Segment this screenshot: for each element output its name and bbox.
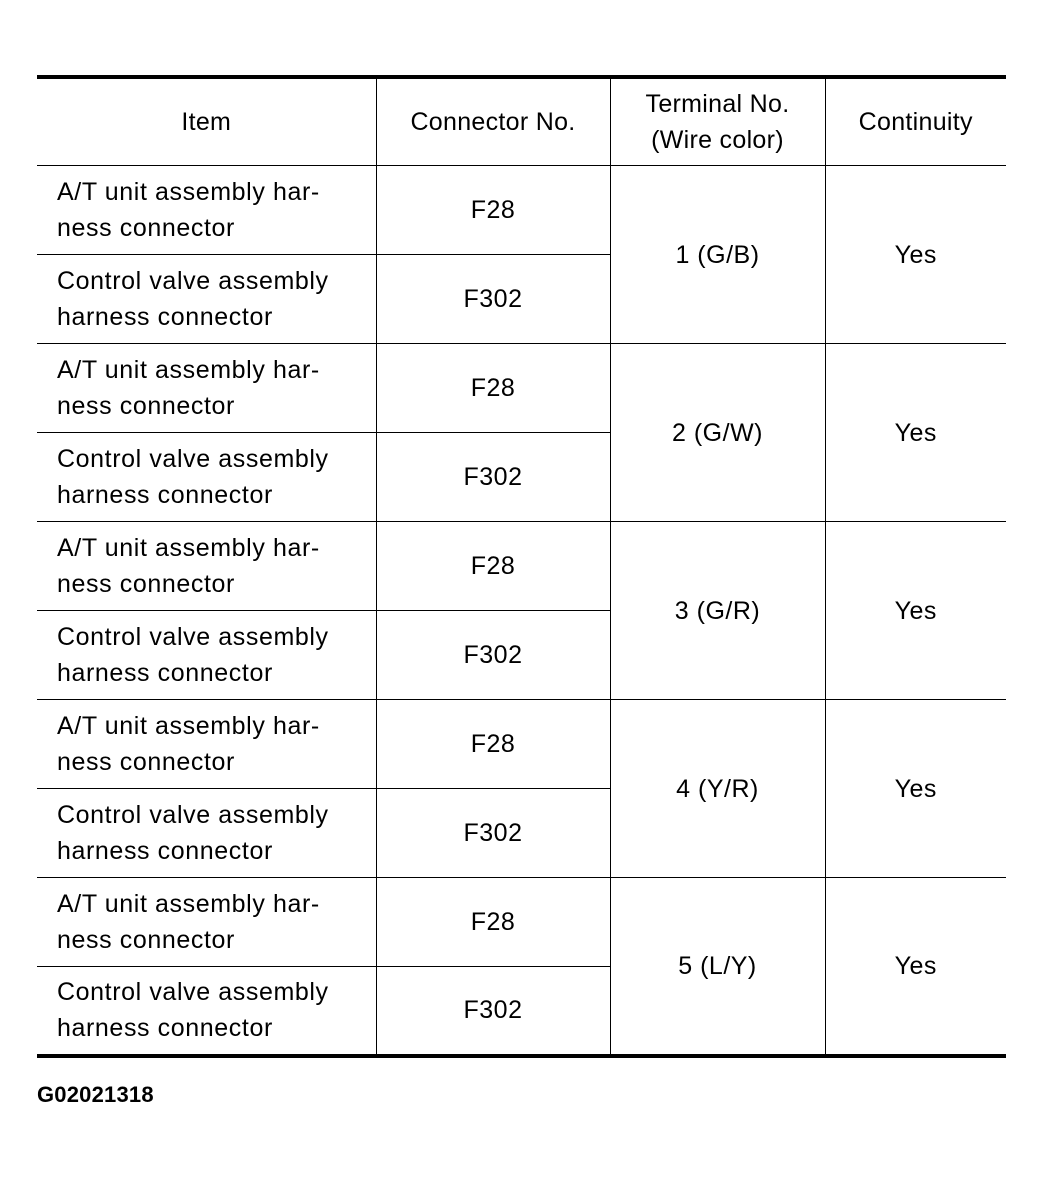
connector-no-cell: F28 bbox=[376, 166, 610, 255]
continuity-cell: Yes bbox=[825, 166, 1006, 344]
item-line: harness connector bbox=[57, 1014, 273, 1043]
item-line: ness connector bbox=[57, 748, 235, 776]
continuity-cell: Yes bbox=[825, 522, 1006, 700]
header-continuity: Continuity bbox=[825, 77, 1006, 166]
table-row bbox=[37, 166, 1006, 255]
terminal-no-cell: 4 (Y/R) bbox=[610, 700, 825, 878]
item-line: ness connector bbox=[57, 570, 235, 598]
item-cell bbox=[37, 878, 376, 967]
item-cell bbox=[37, 344, 376, 433]
header-terminal-no bbox=[610, 77, 825, 166]
header-row bbox=[37, 77, 1006, 166]
item-line: Control valve assembly bbox=[57, 801, 329, 829]
item-cell bbox=[37, 166, 376, 255]
item-line: Control valve assembly bbox=[57, 445, 329, 473]
header-item: Item bbox=[37, 77, 376, 166]
terminal-no-cell: 1 (G/B) bbox=[610, 166, 825, 344]
header-terminal-line1: Terminal No. bbox=[645, 90, 790, 118]
item-cell bbox=[37, 611, 376, 700]
item-cell bbox=[37, 433, 376, 522]
item-line: ness connector bbox=[57, 926, 235, 954]
item-cell bbox=[37, 700, 376, 789]
connector-no-cell: F28 bbox=[376, 522, 610, 611]
continuity-cell: Yes bbox=[825, 878, 1006, 1056]
item-line: A/T unit assembly har- bbox=[57, 178, 320, 206]
item-line: A/T unit assembly har- bbox=[57, 712, 320, 740]
item-line: Control valve assembly bbox=[57, 978, 329, 1007]
connector-no-cell: F302 bbox=[376, 255, 610, 344]
terminal-no-cell: 3 (G/R) bbox=[610, 522, 825, 700]
item-line: A/T unit assembly har- bbox=[57, 356, 320, 384]
item-line: ness connector bbox=[57, 392, 235, 420]
header-connector-no: Connector No. bbox=[376, 77, 610, 166]
item-line: A/T unit assembly har- bbox=[57, 534, 320, 562]
connector-no-cell: F28 bbox=[376, 344, 610, 433]
item-line: harness connector bbox=[57, 481, 273, 509]
terminal-no-cell: 5 (L/Y) bbox=[610, 878, 825, 1056]
item-cell bbox=[37, 967, 376, 1056]
table-row bbox=[37, 878, 1006, 967]
item-line: ness connector bbox=[57, 214, 235, 242]
connector-no-cell: F28 bbox=[376, 878, 610, 967]
item-cell bbox=[37, 789, 376, 878]
connector-no-cell: F302 bbox=[376, 433, 610, 522]
connector-no-cell: F302 bbox=[376, 611, 610, 700]
table-row bbox=[37, 700, 1006, 789]
header-terminal-line2: (Wire color) bbox=[651, 126, 784, 154]
item-line: harness connector bbox=[57, 303, 273, 331]
item-line: A/T unit assembly har- bbox=[57, 890, 320, 918]
connector-no-cell: F28 bbox=[376, 700, 610, 789]
table-body bbox=[37, 166, 1006, 1056]
table-row bbox=[37, 344, 1006, 433]
continuity-cell: Yes bbox=[825, 700, 1006, 878]
figure-id: G02021318 bbox=[37, 1082, 154, 1107]
item-cell bbox=[37, 522, 376, 611]
continuity-cell: Yes bbox=[825, 344, 1006, 522]
table-row bbox=[37, 522, 1006, 611]
connector-no-cell: F302 bbox=[376, 967, 610, 1056]
item-line: Control valve assembly bbox=[57, 267, 329, 295]
connector-no-cell: F302 bbox=[376, 789, 610, 878]
item-line: harness connector bbox=[57, 837, 273, 865]
item-line: Control valve assembly bbox=[57, 623, 329, 651]
terminal-no-cell: 2 (G/W) bbox=[610, 344, 825, 522]
continuity-check-table bbox=[37, 75, 1006, 1058]
item-line: harness connector bbox=[57, 659, 273, 687]
item-cell bbox=[37, 255, 376, 344]
